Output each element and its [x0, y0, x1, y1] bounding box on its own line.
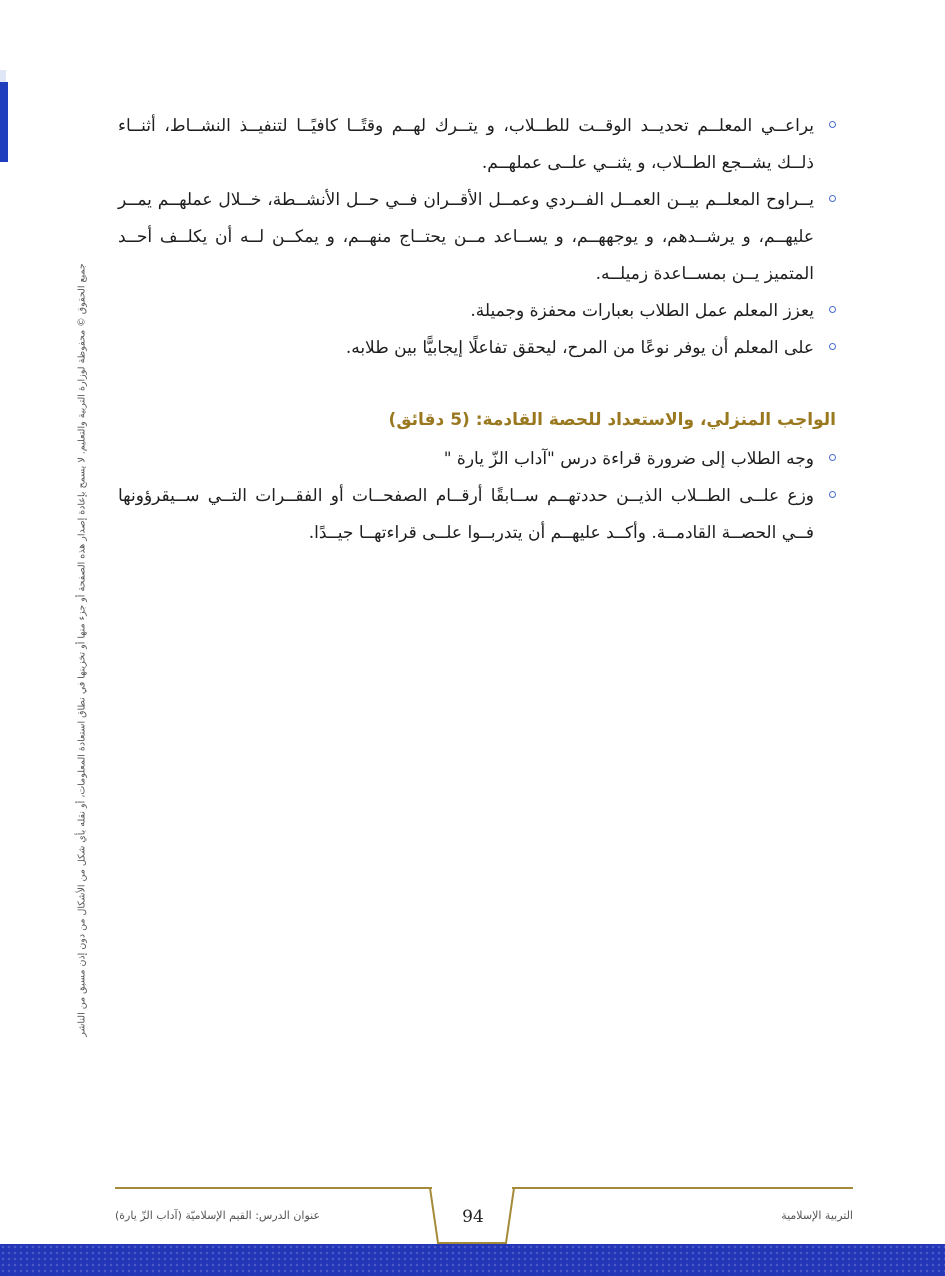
homework-section-title: الواجب المنزلي، والاستعداد للحصة القادمة: (5 دقائق) [388, 410, 836, 430]
list-item [118, 330, 836, 367]
bullet-circle-icon [829, 195, 836, 202]
list-item-text: وزع علــى الطــلاب الذيــن حددتهــم ســابقًا أرقــام الصفحــات أو الفقــرات التــي ســيقرؤونها فــي الحصــة القادمــة. وأكــد عليهــم أن يتدربــوا علــى قراءتهــا جيــدًا. [118, 486, 814, 543]
footer-lesson-title: عنوان الدرس: القيم الإسلاميّة (آداب الزّ يارة) [115, 1209, 321, 1222]
activity-guidelines-list [118, 108, 836, 367]
footer-subject: التربية الإسلامية [781, 1209, 853, 1222]
bullet-circle-icon [829, 121, 836, 128]
page-number: 94 [462, 1207, 484, 1227]
list-item [118, 441, 836, 478]
bullet-circle-icon [829, 454, 836, 461]
bottom-decorative-band [0, 1244, 945, 1276]
footer-rule-right [512, 1187, 853, 1189]
bullet-circle-icon [829, 491, 836, 498]
list-item-text: وجه الطلاب إلى ضرورة قراءة درس "آداب الزّ يارة " [443, 449, 814, 469]
bullet-circle-icon [829, 343, 836, 350]
side-tab-marker [0, 82, 8, 162]
homework-list [118, 441, 836, 552]
footer-rule-left [115, 1187, 432, 1189]
list-item [118, 182, 836, 293]
list-item-text: يــراوح المعلــم بيــن العمــل الفــردي وعمــل الأقــران فــي حــل الأنشــطة، خــلال عملهــم يمــر عليهــم، و يرشــدهم، و يوجههــم، و يســاعد مــن يحتــاج منهــم، و يمكــن لــه أن يكلــف أحــد المتميز يــن بمســاعدة زميلــه. [118, 190, 814, 284]
lesson-content [118, 108, 836, 552]
list-item-text: على المعلم أن يوفر نوعًا من المرح، ليحقق تفاعلًا إيجابيًّا بين طلابه. [345, 338, 814, 358]
list-item-text: يعزز المعلم عمل الطلاب بعبارات محفزة وجميلة. [470, 301, 814, 321]
list-item [118, 478, 836, 552]
list-item [118, 108, 836, 182]
list-item [118, 293, 836, 330]
bullet-circle-icon [829, 306, 836, 313]
copyright-notice: جميع الحقوق © محفوظة لوزارة التربية والتعليم. لا يسمح بإعادة إصدار هذه الصفحة أو جزء منها أو تخزينها في نطاق استعادة المعلومات، أو نقله بأي شكل من الأشكال من دون إذن مسبق من الناشر [76, 263, 88, 1037]
list-item-text: يراعــي المعلــم تحديــد الوقــت للطــلاب، و يتــرك لهــم وقتًــا كافيًــا لتنفيــذ النشــاط، أثنــاء ذلــك يشــجع الطــلاب، و يثنــي علــى عملهــم. [118, 116, 814, 173]
